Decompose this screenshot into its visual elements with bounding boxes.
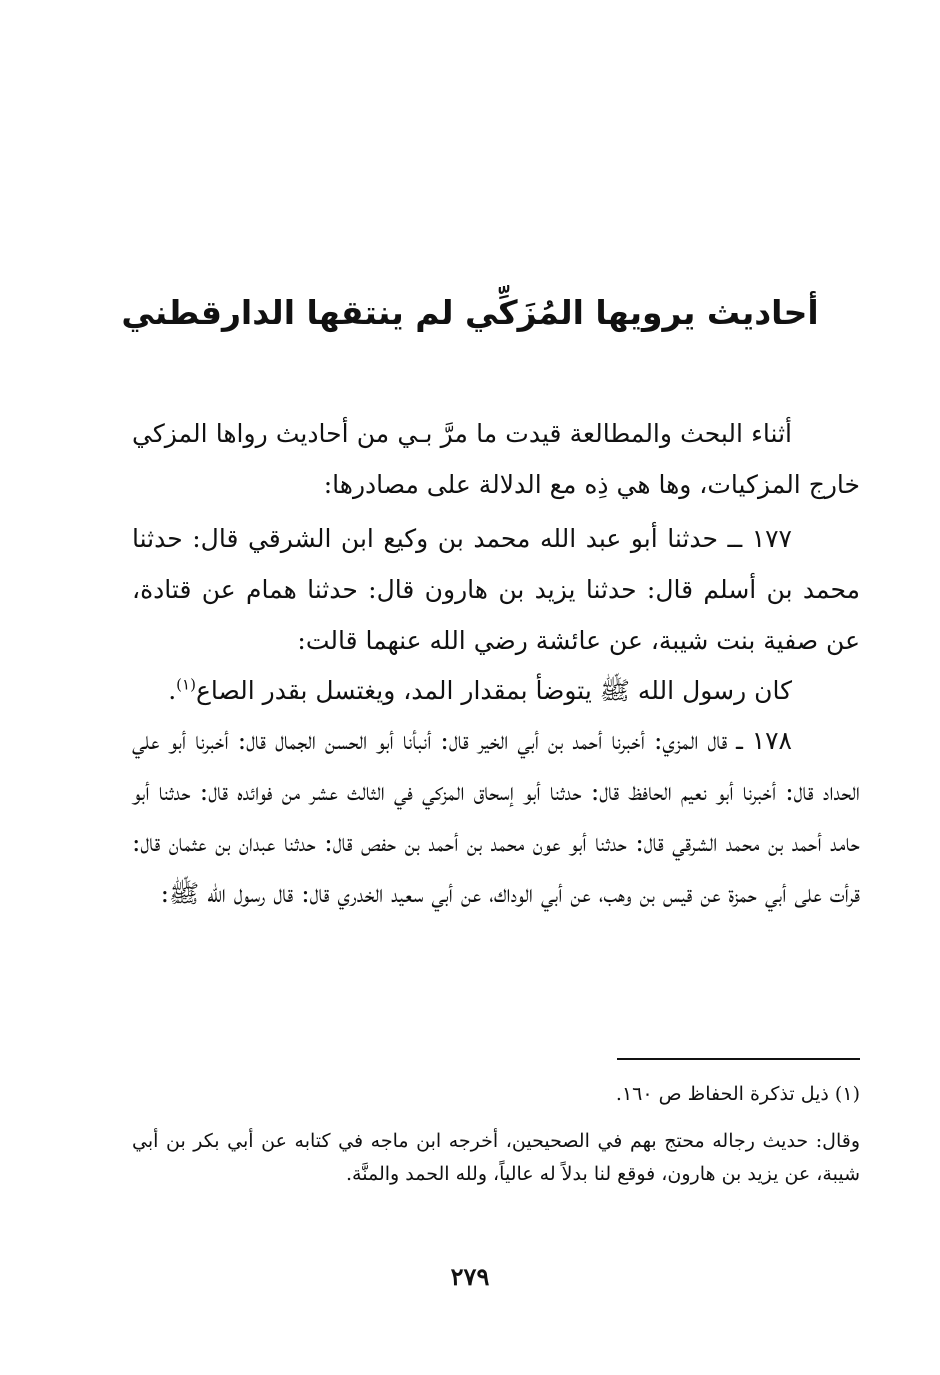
hadith-177-isnad: ١٧٧ ــ حدثنا أبو عبد الله محمد بن وكيع ابن الشرقي قال: حدثنا محمد بن أسلم قال: حدثنا يزيد بن هارون قال: حدثنا همام عن قتادة، عن صفية بنت شيبة، عن عائشة رضي الله عنهما قالت: — [132, 524, 860, 655]
hadith-177-text — [132, 665, 860, 716]
footnote-separator — [617, 1058, 860, 1060]
intro-paragraph: أثناء البحث والمطالعة قيدت ما مرَّ بـي من أحاديث رواها المزكي خارج المزكيات، وها هي ذِه مع الدلالة على مصادرها: — [132, 419, 860, 499]
hadith-177-end-mark: . — [168, 676, 177, 705]
section-title: أحاديث يرويها المُزَكِّي لم ينتقها الدارقطني — [121, 293, 819, 332]
footnote-ref-1[interactable]: (١) — [176, 675, 196, 694]
hadith-178-isnad: ١٧٨ ــ قال المزي: أخبرنا أحمد بن أبي الخير قال: أنبأنا أبو الحسن الجمال قال: أخبرنا أبو علي الحداد قال: أخبرنا أبو نعيم الحافظ قال: حدثنا أبو إسحاق المزكي في الثالث عشر من فوائده قال: حدثنا أبو حامد أحمد بن محمد الشرقي قال: حدثنا أبو عون محمد بن أحمد بن حفص قال: حدثنا عبدان بن عثمان قال: قرأت على أبي حمزة عن قيس بن وهب، عن أبي الوداك، عن أبي سعيد الخدري قال: قال رسول الله ﷺ: — [132, 726, 860, 908]
footnote-1-continued: وقال: حديث رجاله محتج بهم في الصحيحين، أخرجه ابن ماجه في كتابه عن أبي بكر بن أبي شيبة، عن يزيد بن هارون، فوقع لنا بدلاً له عالياً، ولله الحمد والمنَّة. — [132, 1130, 860, 1185]
footnote-1: (١) ذيل تذكرة الحفاظ ص ١٦٠. — [615, 1083, 860, 1105]
hadith-177-matn: كان رسول الله ﷺ يتوضأ بمقدار المد، ويغتسل بقدر الصاع — [195, 676, 792, 705]
page-number: ٢٧٩ — [450, 1262, 490, 1291]
